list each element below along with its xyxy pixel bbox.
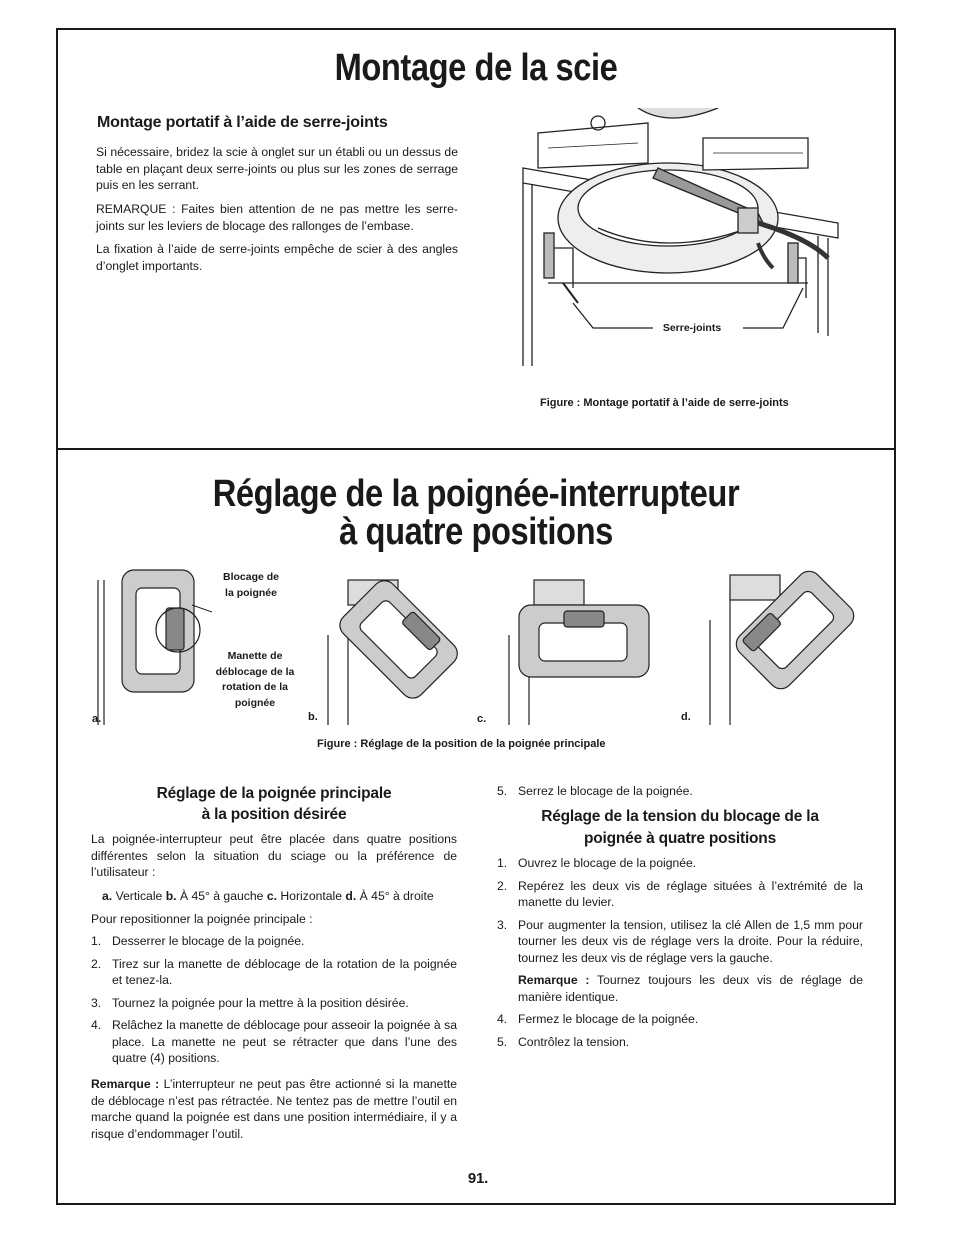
list-item: 1. Ouvrez le blocage de la poignée. (497, 856, 697, 870)
list-item: 3. Pour augmenter la tension, utilisez la clé Allen de 1,5 mm pour tourner les deux vis de réglage vers la droite. Pour la réduire, tournez les deux vis de réglage vers la gauche. (497, 917, 863, 965)
handle-position-a-illustration (92, 560, 212, 725)
section1-para2: REMARQUE : Faites bien attention de ne pas mettre les serre-joints sur les leviers de blocage des rallonges de l’embase. (96, 202, 458, 233)
positions-line: a. Verticale b. À 45° à gauche c. Horizontale d. À 45° à droite (102, 889, 434, 903)
section1-subtitle: Montage portatif à l’aide de serre-joints (97, 114, 388, 131)
left-steps-list (91, 933, 457, 1073)
panel-c-label: c. (477, 713, 487, 725)
section2-figure-caption: Figure : Réglage de la position de la poignée principale (317, 738, 606, 750)
left-intro: La poignée-interrupteur peut être placée dans quatre positions différentes selon la situation du sciage ou la préférence de l’utilisateur : (91, 832, 457, 879)
label-handle-lock: Blocage de la poignée (222, 571, 280, 599)
list-item: 2. Repérez les deux vis de réglage situées à l’extrémité de la manette du levier. (497, 878, 863, 909)
list-item: 4. Relâchez la manette de déblocage pour asseoir la poignée à sa place. La manette ne peut se rétracter que dans l’une des quatre (4) positions. (91, 1018, 457, 1065)
section2-title-line2: à quatre positions (339, 511, 613, 553)
handle-position-d-illustration (690, 560, 870, 725)
handle-position-b-illustration (308, 575, 458, 725)
left-column-heading: Réglage de la poignée principale à la position désirée (156, 785, 392, 823)
section1-para1: Si nécessaire, bridez la scie à onglet sur un établi ou un dessus de table en plaçant deux serre-joints ou plus sur les zones de serrage puis en les serrant. (96, 145, 458, 192)
right-step5: 5. Serrez le blocage de la poignée. (497, 784, 693, 798)
right-steps-list (497, 855, 863, 1056)
section1-title: Montage de la scie (334, 47, 618, 89)
list-item: 1. Desserrer le blocage de la poignée. (91, 934, 305, 948)
page-number: 91. (467, 1170, 489, 1187)
right-column-heading: Réglage de la tension du blocage de la poignée à quatre positions (541, 808, 819, 847)
section-divider (56, 448, 896, 450)
panel-a-label: a. (92, 713, 102, 725)
list-item: 2. Tirez sur la manette de déblocage de la rotation de la poignée et tenez-la. (91, 956, 457, 987)
list-item: 4. Fermez le blocage de la poignée. (497, 1012, 699, 1026)
list-item: 5. Contrôlez la tension. (497, 1034, 630, 1049)
panel-d-label: d. (681, 711, 691, 723)
section1-para3: La fixation à l’aide de serre-joints empêche de scier à des angles d’onglet importants. (96, 242, 458, 273)
label-release-lever: Manette de déblocage de la rotation de la poignée (215, 650, 295, 709)
section1-figure-caption: Figure : Montage portatif à l’aide de serre-joints (540, 397, 789, 409)
right-note: Remarque : Tournez toujours les deux vis de réglage de manière identique. (518, 973, 863, 1004)
section2-title-line1: Réglage de la poignée-interrupteur (212, 473, 740, 515)
list-item: 3. Tournez la poignée pour la mettre à la position désirée. (91, 995, 409, 1010)
clamp-label: Serre-joints (662, 322, 722, 334)
handle-position-c-illustration (484, 575, 664, 725)
left-note: Remarque : L’interrupteur ne peut pas être actionné si la manette de déblocage n’est pas rétractée. Ne tentez pas de mettre l’outil en marche quand la poignée est dans une position intermédiaire, il y a risque d’endommager l’outil. (91, 1077, 457, 1141)
reposition-intro: Pour repositionner la poignée principale : (91, 912, 313, 926)
panel-b-label: b. (308, 711, 318, 723)
